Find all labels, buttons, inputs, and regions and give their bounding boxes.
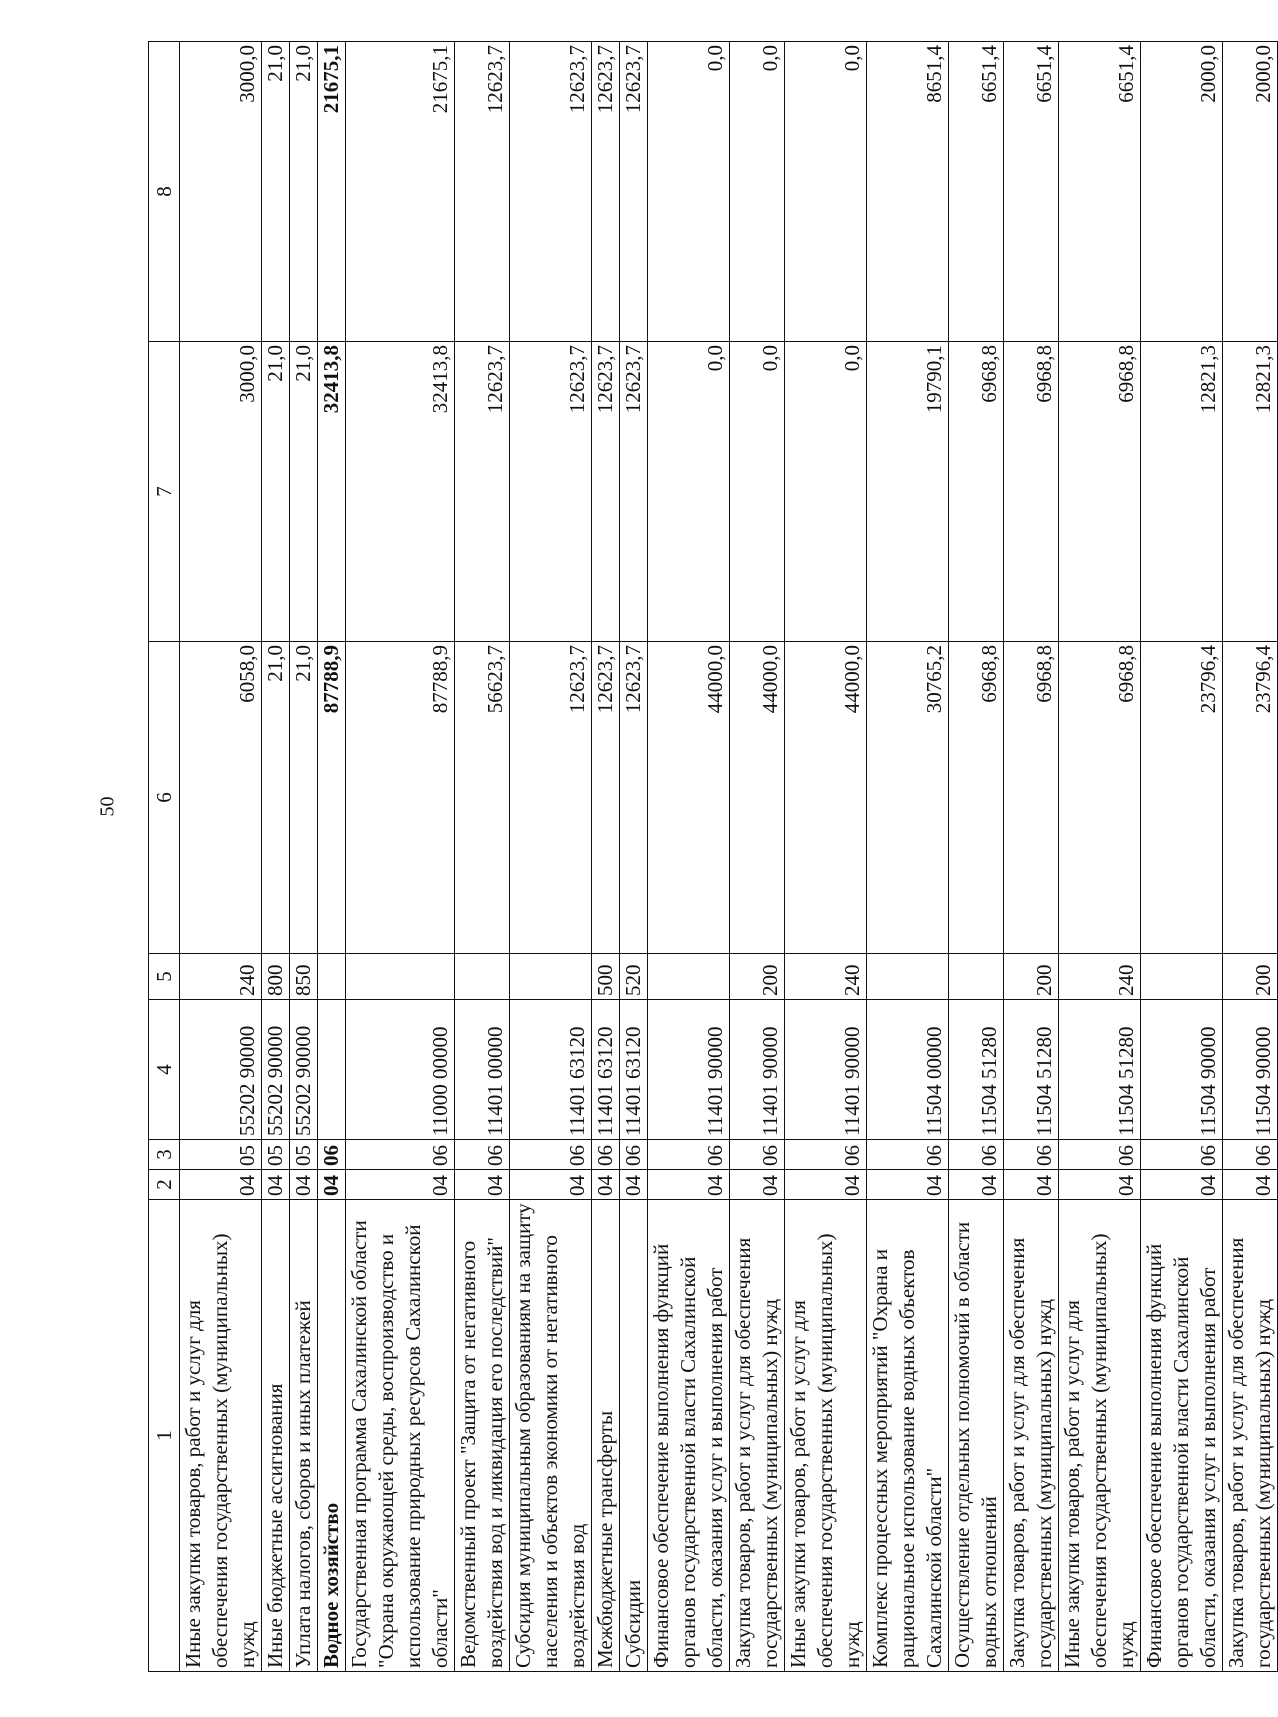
row-name-cell: Финансовое обеспечение выполнения функций органов государственной власти Сахалинской области, оказания услуг и выполнения работ: [1141, 1200, 1223, 1672]
row-name-cell: Иные бюджетные ассигнования: [262, 1200, 290, 1672]
amount-col6-cell: 21,0: [262, 642, 290, 954]
table-row: [455, 42, 510, 1672]
section-code-cell: 04: [867, 1170, 949, 1200]
amount-col8-cell: 0,0: [730, 42, 785, 342]
target-article-cell: 11401 63120: [510, 1000, 592, 1140]
row-name-cell: Уплата налогов, сборов и иных платежей: [290, 1200, 318, 1672]
expense-type-cell: [648, 954, 730, 1000]
amount-col6-cell: 44000,0: [730, 642, 785, 954]
table-row: [1223, 42, 1278, 1672]
subsection-code-cell: 06: [1141, 1140, 1223, 1170]
section-code-cell: 04: [318, 1170, 346, 1200]
amount-col8-cell: 21675,1: [318, 42, 346, 342]
amount-col8-cell: 12623,7: [510, 42, 592, 342]
amount-col8-cell: 8651,4: [867, 42, 949, 342]
amount-col6-cell: 23796,4: [1141, 642, 1223, 954]
target-article-cell: 11504 51280: [1004, 1000, 1059, 1140]
budget-table-container: [148, 42, 1278, 1672]
row-name-cell: Иные закупки товаров, работ и услуг для обеспечения государственных (муниципальных) нужд: [785, 1200, 867, 1672]
amount-col6-cell: 23796,4: [1223, 642, 1278, 954]
amount-col7-cell: 0,0: [648, 342, 730, 642]
subsection-code-cell: 05: [262, 1140, 290, 1170]
target-article-cell: 11401 90000: [730, 1000, 785, 1140]
row-name-cell: Финансовое обеспечение выполнения функций органов государственной власти Сахалинской области, оказания услуг и выполнения работ: [648, 1200, 730, 1672]
subsection-code-cell: 06: [510, 1140, 592, 1170]
amount-col8-cell: 6651,4: [1059, 42, 1141, 342]
table-row: [262, 42, 290, 1672]
subsection-code-cell: 05: [290, 1140, 318, 1170]
amount-col8-cell: 12623,7: [455, 42, 510, 342]
table-row: [730, 42, 785, 1672]
table-body: [180, 42, 1278, 1672]
row-name-cell: Межбюджетные трансферты: [592, 1200, 620, 1672]
expense-type-cell: 200: [730, 954, 785, 1000]
column-header: 4: [149, 1000, 180, 1140]
target-article-cell: 11401 00000: [455, 1000, 510, 1140]
table-row: [785, 42, 867, 1672]
section-code-cell: 04: [346, 1170, 455, 1200]
amount-col8-cell: 12623,7: [620, 42, 648, 342]
expense-type-cell: [949, 954, 1004, 1000]
amount-col6-cell: 6968,8: [949, 642, 1004, 954]
target-article-cell: 11401 90000: [785, 1000, 867, 1140]
column-header: 3: [149, 1140, 180, 1170]
table-row: [346, 42, 455, 1672]
amount-col8-cell: 0,0: [785, 42, 867, 342]
section-code-cell: 04: [648, 1170, 730, 1200]
amount-col6-cell: 21,0: [290, 642, 318, 954]
amount-col7-cell: 6968,8: [949, 342, 1004, 642]
amount-col6-cell: 12623,7: [592, 642, 620, 954]
table-row: [1059, 42, 1141, 1672]
expense-type-cell: 200: [1004, 954, 1059, 1000]
amount-col7-cell: 12623,7: [620, 342, 648, 642]
row-name-cell: Субсидии: [620, 1200, 648, 1672]
target-article-cell: [318, 1000, 346, 1140]
subsection-code-cell: 06: [949, 1140, 1004, 1170]
table-row: [1004, 42, 1059, 1672]
amount-col7-cell: 12821,3: [1223, 342, 1278, 642]
amount-col7-cell: 12623,7: [510, 342, 592, 642]
section-code-cell: 04: [290, 1170, 318, 1200]
section-code-cell: 04: [510, 1170, 592, 1200]
table-row: [510, 42, 592, 1672]
table-row: [1141, 42, 1223, 1672]
row-name-cell: Осуществление отдельных полномочий в области водных отношений: [949, 1200, 1004, 1672]
table-row: [592, 42, 620, 1672]
target-article-cell: 11504 00000: [867, 1000, 949, 1140]
amount-col7-cell: 6968,8: [1004, 342, 1059, 642]
amount-col7-cell: 0,0: [785, 342, 867, 642]
section-code-cell: 04: [592, 1170, 620, 1200]
row-name-cell: Закупка товаров, работ и услуг для обеспечения государственных (муниципальных) нужд: [1004, 1200, 1059, 1672]
section-code-cell: 04: [1141, 1170, 1223, 1200]
target-article-cell: 11401 63120: [620, 1000, 648, 1140]
expense-type-cell: 240: [180, 954, 262, 1000]
row-name-cell: Комплекс процессных мероприятий "Охрана и рациональное использование водных объектов Сахалинской области": [867, 1200, 949, 1672]
subsection-code-cell: 05: [180, 1140, 262, 1170]
amount-col8-cell: 21675,1: [346, 42, 455, 342]
amount-col6-cell: 44000,0: [648, 642, 730, 954]
column-header: 2: [149, 1170, 180, 1200]
amount-col6-cell: 87788,9: [346, 642, 455, 954]
amount-col6-cell: 6968,8: [1004, 642, 1059, 954]
amount-col7-cell: 0,0: [730, 342, 785, 642]
row-name-cell: Государственная программа Сахалинской области "Охрана окружающей среды, воспроизводство и использование природных ресурсов Сахалинской области": [346, 1200, 455, 1672]
expense-type-cell: 240: [785, 954, 867, 1000]
amount-col7-cell: 6968,8: [1059, 342, 1141, 642]
amount-col7-cell: 19790,1: [867, 342, 949, 642]
amount-col8-cell: 12623,7: [592, 42, 620, 342]
subsection-code-cell: 06: [648, 1140, 730, 1170]
amount-col7-cell: 32413,8: [318, 342, 346, 642]
subsection-code-cell: 06: [592, 1140, 620, 1170]
table-row: [318, 42, 346, 1672]
table-row: [867, 42, 949, 1672]
subsection-code-cell: 06: [318, 1140, 346, 1170]
amount-col8-cell: 0,0: [648, 42, 730, 342]
amount-col7-cell: 21,0: [290, 342, 318, 642]
section-code-cell: 04: [1223, 1170, 1278, 1200]
row-name-cell: Ведомственный проект "Защита от негативного воздействия вод и ликвидация его последствий": [455, 1200, 510, 1672]
expense-type-cell: [510, 954, 592, 1000]
amount-col8-cell: 2000,0: [1141, 42, 1223, 342]
expense-type-cell: 850: [290, 954, 318, 1000]
subsection-code-cell: 06: [620, 1140, 648, 1170]
target-article-cell: 55202 90000: [180, 1000, 262, 1140]
target-article-cell: 55202 90000: [262, 1000, 290, 1140]
subsection-code-cell: 06: [1223, 1140, 1278, 1170]
section-code-cell: 04: [730, 1170, 785, 1200]
section-code-cell: 04: [1059, 1170, 1141, 1200]
table-row: [648, 42, 730, 1672]
amount-col6-cell: 56623,7: [455, 642, 510, 954]
expense-type-cell: 200: [1223, 954, 1278, 1000]
amount-col8-cell: 6651,4: [1004, 42, 1059, 342]
table-header: [149, 42, 180, 1672]
amount-col7-cell: 21,0: [262, 342, 290, 642]
subsection-code-cell: 06: [346, 1140, 455, 1170]
row-name-cell: Закупка товаров, работ и услуг для обеспечения государственных (муниципальных) нужд: [1223, 1200, 1278, 1672]
subsection-code-cell: 06: [1004, 1140, 1059, 1170]
row-name-cell: Иные закупки товаров, работ и услуг для обеспечения государственных (муниципальных) нужд: [180, 1200, 262, 1672]
amount-col6-cell: 12623,7: [620, 642, 648, 954]
section-code-cell: 04: [1004, 1170, 1059, 1200]
amount-col6-cell: 6968,8: [1059, 642, 1141, 954]
row-name-cell: Водное хозяйство: [318, 1200, 346, 1672]
target-article-cell: 11000 00000: [346, 1000, 455, 1140]
subsection-code-cell: 06: [785, 1140, 867, 1170]
table-row: [180, 42, 262, 1672]
expense-type-cell: 800: [262, 954, 290, 1000]
subsection-code-cell: 06: [730, 1140, 785, 1170]
row-name-cell: Закупка товаров, работ и услуг для обеспечения государственных (муниципальных) нужд: [730, 1200, 785, 1672]
table-row: [949, 42, 1004, 1672]
section-code-cell: 04: [949, 1170, 1004, 1200]
amount-col7-cell: 12623,7: [455, 342, 510, 642]
target-article-cell: 11401 90000: [648, 1000, 730, 1140]
column-header: 6: [149, 642, 180, 954]
section-code-cell: 04: [455, 1170, 510, 1200]
subsection-code-cell: 06: [455, 1140, 510, 1170]
expense-type-cell: [1141, 954, 1223, 1000]
section-code-cell: 04: [785, 1170, 867, 1200]
expense-type-cell: [867, 954, 949, 1000]
target-article-cell: 11401 63120: [592, 1000, 620, 1140]
target-article-cell: 11504 90000: [1141, 1000, 1223, 1140]
row-name-cell: Иные закупки товаров, работ и услуг для обеспечения государственных (муниципальных) нужд: [1059, 1200, 1141, 1672]
subsection-code-cell: 06: [1059, 1140, 1141, 1170]
amount-col7-cell: 12623,7: [592, 342, 620, 642]
column-header: 7: [149, 342, 180, 642]
amount-col7-cell: 3000,0: [180, 342, 262, 642]
amount-col8-cell: 3000,0: [180, 42, 262, 342]
amount-col8-cell: 6651,4: [949, 42, 1004, 342]
amount-col6-cell: 30765,2: [867, 642, 949, 954]
amount-col6-cell: 87788,9: [318, 642, 346, 954]
table-row: [290, 42, 318, 1672]
expense-type-cell: [318, 954, 346, 1000]
header-row: [149, 42, 180, 1672]
amount-col6-cell: 12623,7: [510, 642, 592, 954]
column-header: 5: [149, 954, 180, 1000]
amount-col8-cell: 2000,0: [1223, 42, 1278, 342]
expense-type-cell: 500: [592, 954, 620, 1000]
column-header: 8: [149, 42, 180, 342]
row-name-cell: Субсидия муниципальным образованиям на защиту населения и объектов экономики от негативного воздействия вод: [510, 1200, 592, 1672]
expense-type-cell: 240: [1059, 954, 1141, 1000]
table-row: [620, 42, 648, 1672]
expense-type-cell: 520: [620, 954, 648, 1000]
target-article-cell: 11504 90000: [1223, 1000, 1278, 1140]
amount-col7-cell: 32413,8: [346, 342, 455, 642]
target-article-cell: 55202 90000: [290, 1000, 318, 1140]
amount-col8-cell: 21,0: [262, 42, 290, 342]
page-number: 50: [96, 796, 119, 817]
section-code-cell: 04: [262, 1170, 290, 1200]
expense-type-cell: [455, 954, 510, 1000]
amount-col6-cell: 6058,0: [180, 642, 262, 954]
section-code-cell: 04: [620, 1170, 648, 1200]
amount-col7-cell: 12821,3: [1141, 342, 1223, 642]
target-article-cell: 11504 51280: [1059, 1000, 1141, 1140]
column-header: 1: [149, 1200, 180, 1672]
amount-col8-cell: 21,0: [290, 42, 318, 342]
amount-col6-cell: 44000,0: [785, 642, 867, 954]
subsection-code-cell: 06: [867, 1140, 949, 1170]
section-code-cell: 04: [180, 1170, 262, 1200]
expense-type-cell: [346, 954, 455, 1000]
target-article-cell: 11504 51280: [949, 1000, 1004, 1140]
budget-table: [148, 41, 1278, 1672]
